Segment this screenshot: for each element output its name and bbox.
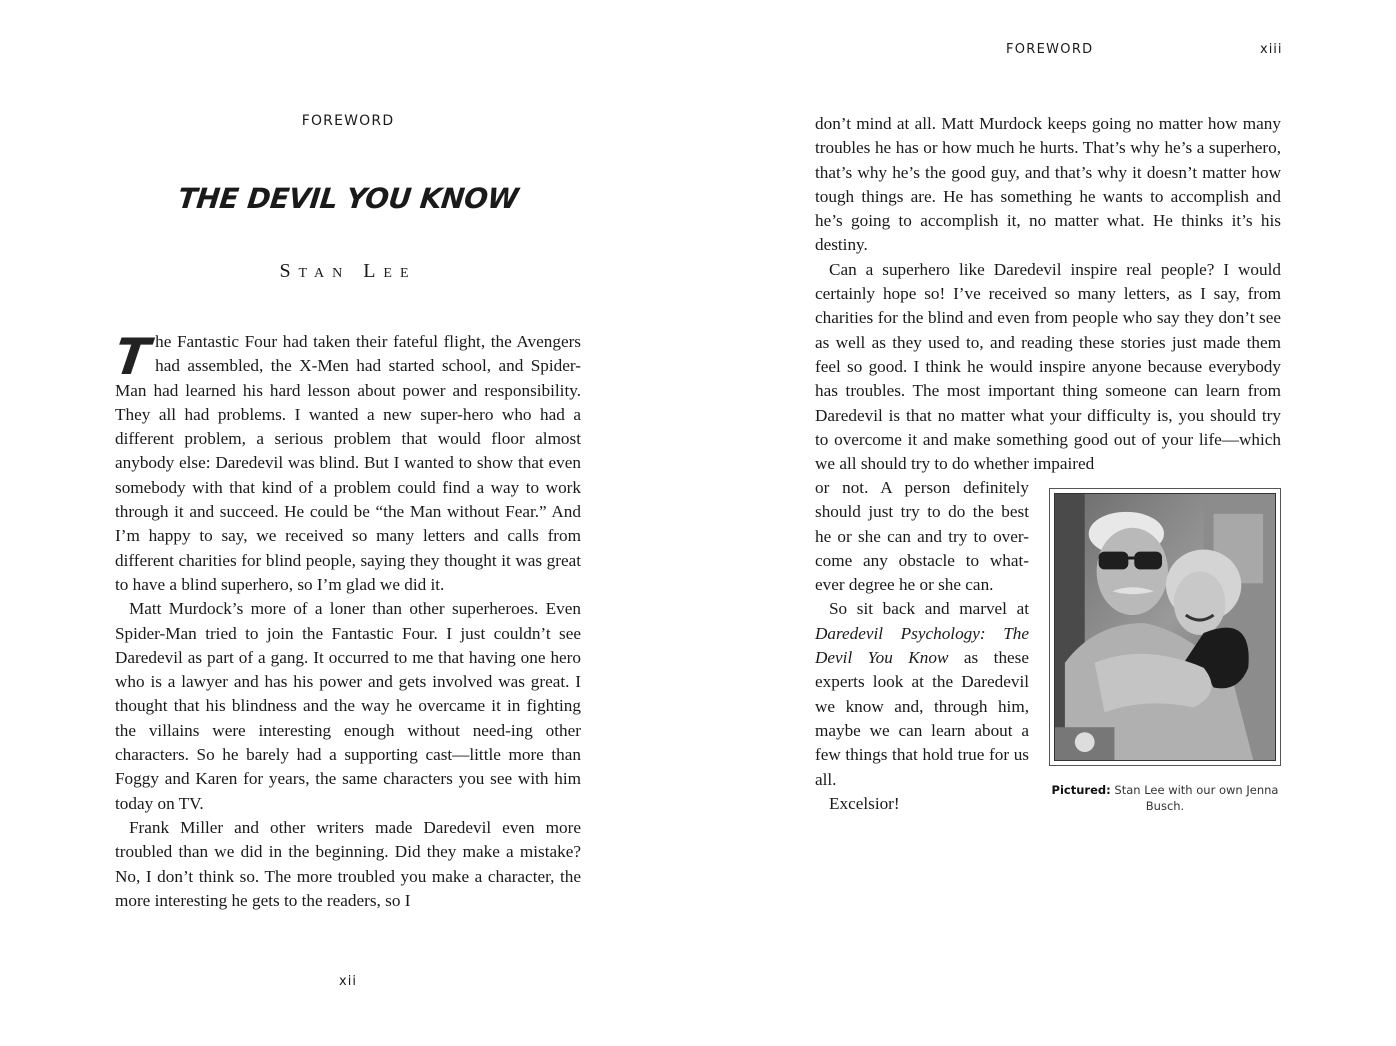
paragraph: Can a superhero like Daredevil inspire real people? I would certainly hope so! I’ve received so many letters, as I say, from charities for the blind and even from people who say they don’t see as well as they used to, and reading these stories just made them feel so good. I think he would inspire anyone because everybody has troubles. The most important thing someone can learn from Daredevil is that no matter what your difficulty is, you should try to overcome it and make something good out of your life—which we all should try to do whether impaired bbox=[815, 259, 1281, 474]
paragraph bbox=[110, 328, 581, 597]
right-page bbox=[698, 0, 1396, 1046]
paragraph: don’t mind at all. Matt Murdock keeps going no matter how many troubles he has or how much he hurts. That’s why he’s a superhero, that’s why he’s the good guy, and that’s why it doesn’t matter how tough things are. He has something he wants to accomplish and he’s going to accomplish it, no matter what. He thinks it’s his destiny. bbox=[815, 114, 1281, 255]
photo-frame bbox=[1049, 488, 1281, 766]
paragraph: or not. A person definitely should just try to do the best he or she can and try to over-come any obstacle to what-ever degree he or she can. bbox=[815, 478, 1029, 595]
section-label: FOREWORD bbox=[301, 113, 395, 129]
photo-caption bbox=[1049, 782, 1281, 814]
paragraph-text: as these experts look at the Daredevil we know and, through him, maybe we can learn about a few things that hold true for us all. bbox=[815, 648, 1029, 789]
running-head: FOREWORD bbox=[1006, 42, 1094, 57]
photo-stan-lee bbox=[1054, 493, 1276, 761]
paragraph: Excelsior! bbox=[829, 793, 900, 813]
page-number: xiii bbox=[1260, 42, 1283, 57]
paragraph: Matt Murdock’s more of a loner than other superheroes. Even Spider-Man tried to join the Fantastic Four. I just couldn’t see Daredevil as part of a gang. It occurred to me that having one hero who is a lawyer and has his power and gets involved was great. I thought that his blindness and the way he overcame it in fighting the villains were interesting enough without need-ing other characters. So he barely had a supporting cast—little more than Foggy and Karen for years, the same characters you see with him today on TV. bbox=[115, 599, 581, 813]
left-body-text bbox=[110, 328, 581, 913]
paragraph bbox=[815, 597, 1029, 791]
paragraph: Frank Miller and other writers made Daredevil even more troubled than we did in the beginning. Did they make a mistake? No, I don’t think so. The more troubled you make a character, the more interesting he gets to the readers, so I bbox=[115, 817, 581, 910]
author-name: Stan Lee bbox=[279, 260, 417, 282]
right-narrow-text bbox=[815, 476, 1029, 816]
paragraph-text: he Fantastic Four had taken their fateful flight, the Avengers had assembled, the X-Men had started school, and Spider-Man had learned his hard lesson about power and responsibility. They all had problems. I wanted a new super-hero who had a different problem, a serious problem that would floor almost anybody else: Daredevil was blind. But I wanted to show that even somebody with that kind of a problem could find a way to work through it and succeed. He could be “the Man without Fear.” And I’m happy to say, we received so many letters and calls from different charities for blind people, saying they thought it was great to have a blind superhero, so I’m glad we did it. bbox=[115, 332, 581, 594]
photo-image bbox=[1055, 494, 1275, 760]
chapter-title: THE DEVIL YOU KNOW bbox=[176, 182, 520, 215]
right-body-text bbox=[815, 112, 1281, 476]
page-number: xii bbox=[339, 974, 357, 989]
book-title: Daredevil Psychology: The Devil You Know bbox=[815, 623, 1029, 668]
paragraph-text: So sit back and marvel at bbox=[829, 599, 1029, 619]
caption-text: Stan Lee with our own Jenna Busch. bbox=[1114, 783, 1279, 813]
caption-label: Pictured: bbox=[1051, 783, 1111, 797]
drop-cap: T bbox=[110, 328, 154, 386]
